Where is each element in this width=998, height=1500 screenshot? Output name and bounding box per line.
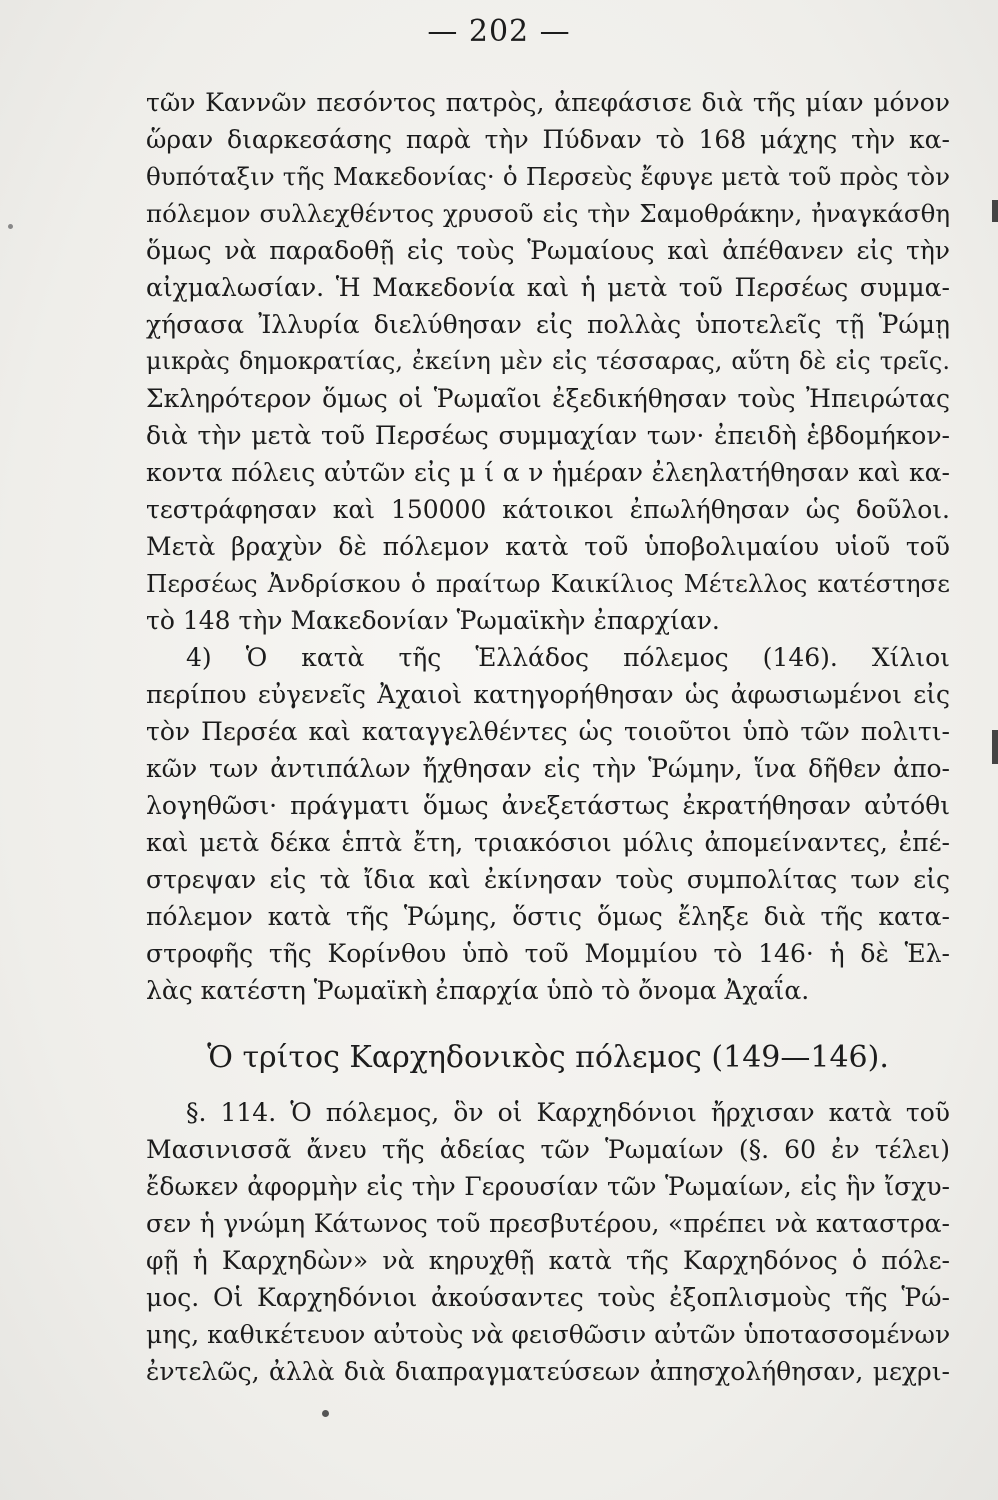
ink-spot — [322, 1410, 329, 1417]
text-line: Περσέως Ἀνδρίσκου ὁ πραίτωρ Καικίλιος Μέτελλος κατέστησε — [146, 569, 950, 598]
paragraph-greek-war — [146, 639, 950, 1009]
text-line: 4) Ὁ κατὰ τῆς Ἑλλάδος πόλεμος (146). Χίλιοι — [186, 643, 950, 672]
text-line: σεν ἡ γνώμη Κάτωνος τοῦ πρεσβυτέρου, «πρέπει νὰ καταστρα- — [146, 1209, 950, 1238]
page-edge-mark — [992, 730, 998, 764]
text-line: χήσασα Ἰλλυρία διελύθησαν εἰς πολλὰς ὑποτελεῖς τῇ Ῥώμῃ — [146, 310, 950, 339]
text-line: ἔδωκεν ἀφορμὴν εἰς τὴν Γερουσίαν τῶν Ῥωμαίων, εἰς ἣν ἴσχυ- — [146, 1172, 950, 1201]
text-line: μος. Οἱ Καρχηδόνιοι ἀκούσαντες τοὺς ἐξοπλισμοὺς τῆς Ῥώ- — [146, 1283, 950, 1312]
section-heading: Ὁ τρίτος Καρχηδονικὸς πόλεμος (149—146). — [207, 1040, 889, 1075]
text-line: θυπόταξιν τῆς Μακεδονίας· ὁ Περσεὺς ἔφυγε μετὰ τοῦ πρὸς τὸν — [146, 162, 950, 191]
text-line: κοντα πόλεις αὐτῶν εἰς μ ί α ν ἡμέραν ἐλεηλατήθησαν καὶ κα- — [146, 458, 950, 487]
paragraph-macedonian-war — [146, 84, 950, 639]
page-edge-mark — [992, 200, 998, 222]
text-line: τὸν Περσέα καὶ καταγγελθέντες ὡς τοιοῦτοι ὑπὸ τῶν πολιτι- — [146, 717, 950, 746]
text-line: φῇ ἡ Καρχηδὼν» νὰ κηρυχθῇ κατὰ τῆς Καρχηδόνος ὁ πόλε- — [146, 1246, 950, 1275]
text-line: τεστράφησαν καὶ 150000 κάτοικοι ἐπωλήθησαν ὡς δοῦλοι. — [146, 495, 950, 524]
text-line: ἐντελῶς, ἀλλὰ διὰ διαπραγματεύσεων ἀπησχολήθησαν, μεχρι- — [146, 1357, 950, 1386]
ink-spot — [8, 224, 13, 229]
text-line: αἰχμαλωσίαν. Ἡ Μακεδονία καὶ ἡ μετὰ τοῦ Περσέως συμμα- — [146, 273, 950, 302]
paragraph-third-punic-war — [146, 1094, 950, 1390]
text-line: περίπου εὐγενεῖς Ἀχαιοὶ κατηγορήθησαν ὡς ἀφωσιωμένοι εἰς — [146, 680, 950, 709]
text-line: τὸ 148 τὴν Μακεδονίαν Ῥωμαϊκὴν ἐπαρχίαν. — [146, 606, 720, 635]
text-line: διὰ τὴν μετὰ τοῦ Περσέως συμμαχίαν των· ἐπειδὴ ἑβδομήκον- — [146, 421, 950, 450]
text-line: κῶν των ἀντιπάλων ἤχθησαν εἰς τὴν Ῥώμην, ἵνα δῆθεν ἀπο- — [146, 754, 950, 783]
text-line: μικρὰς δημοκρατίας, ἐκείνη μὲν εἰς τέσσαρας, αὕτη δὲ εἰς τρεῖς. — [146, 347, 950, 375]
text-line: §. 114. Ὁ πόλεμος, ὃν οἱ Καρχηδόνιοι ἤρχισαν κατὰ τοῦ — [186, 1098, 950, 1127]
text-line: ὅμως νὰ παραδοθῇ εἰς τοὺς Ῥωμαίους καὶ ἀπέθανεν εἰς τὴν — [146, 236, 950, 265]
text-line: πόλεμον κατὰ τῆς Ῥώμης, ὅστις ὅμως ἔληξε διὰ τῆς κατα- — [146, 902, 950, 931]
text-line: λὰς κατέστη Ῥωμαϊκὴ ἐπαρχία ὑπὸ τὸ ὄνομα Ἀχαΐα. — [146, 976, 810, 1005]
text-line: Μασινισσᾶ ἄνευ τῆς ἀδείας τῶν Ῥωμαίων (§. 60 ἐν τέλει) — [146, 1135, 950, 1164]
text-line: Σκληρότερον ὅμως οἱ Ῥωμαῖοι ἐξεδικήθησαν τοὺς Ἠπειρώτας — [146, 384, 950, 413]
text-line: καὶ μετὰ δέκα ἑπτὰ ἔτη, τριακόσιοι μόλις ἀπομείναντες, ἐπέ- — [146, 828, 950, 857]
text-line: τῶν Καννῶν πεσόντος πατρὸς, ἀπεφάσισε διὰ τῆς μίαν μόνον — [146, 88, 950, 117]
page-number: — 202 — — [427, 14, 571, 49]
text-line: μης, καθικέτευον αὐτοὺς νὰ φεισθῶσιν αὐτῶν ὑποτασσομένων — [146, 1320, 951, 1349]
text-line: Μετὰ βραχὺν δὲ πόλεμον κατὰ τοῦ ὑποβολιμαίου υἱοῦ τοῦ — [146, 532, 950, 561]
text-line: στροφῆς τῆς Κορίνθου ὑπὸ τοῦ Μομμίου τὸ 146· ἡ δὲ Ἑλ- — [146, 939, 950, 968]
text-line: πόλεμον συλλεχθέντος χρυσοῦ εἰς τὴν Σαμοθράκην, ἠναγκάσθη — [146, 199, 950, 228]
text-line: ὥραν διαρκεσάσης παρὰ τὴν Πύδναν τὸ 168 μάχης τὴν κα- — [146, 125, 950, 154]
text-line: λογηθῶσι· πράγματι ὅμως ἀνεξετάστως ἐκρατήθησαν αὐτόθι — [146, 791, 950, 820]
text-line: στρεψαν εἰς τὰ ἴδια καὶ ἐκίνησαν τοὺς συμπολίτας των εἰς — [146, 865, 950, 894]
